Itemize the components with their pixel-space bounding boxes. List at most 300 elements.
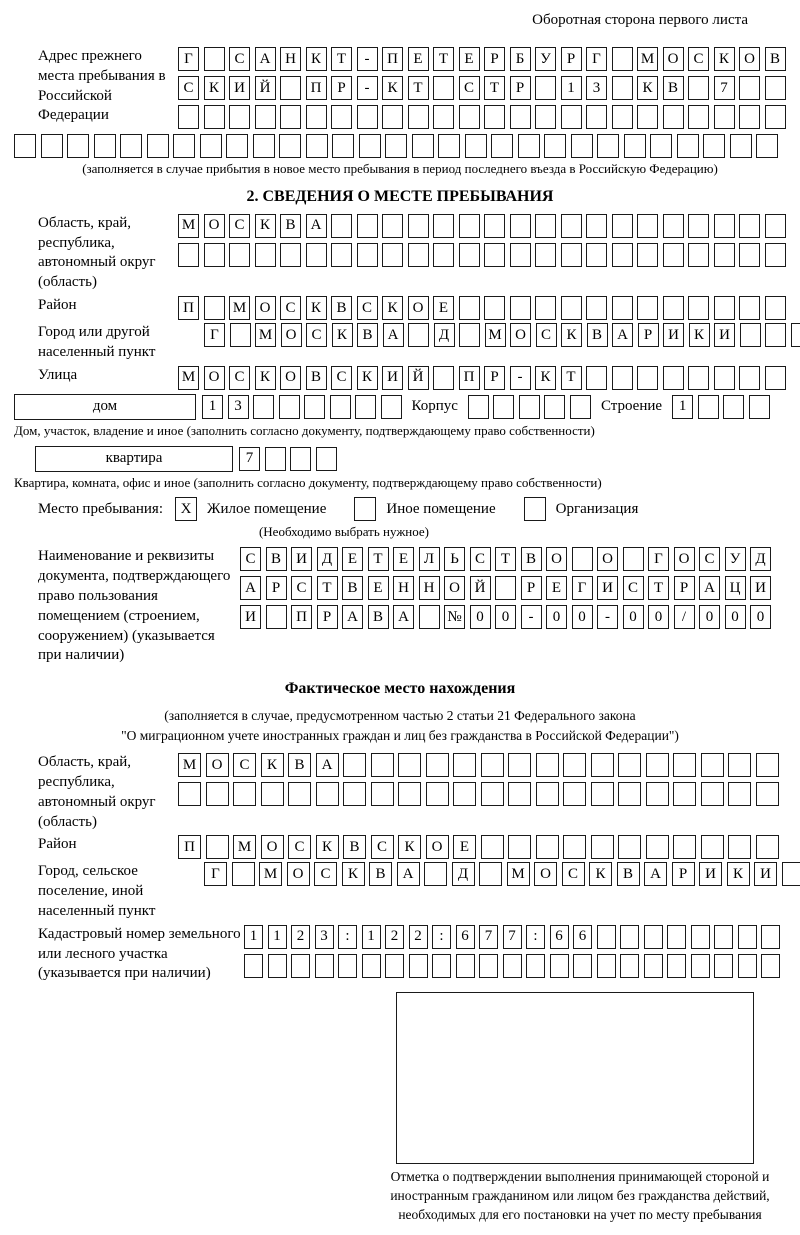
char-box[interactable] — [355, 395, 376, 419]
char-box[interactable]: И — [754, 862, 777, 886]
char-box[interactable]: В — [357, 323, 378, 347]
char-box[interactable]: 6 — [573, 925, 592, 949]
char-box[interactable] — [728, 835, 751, 859]
char-box[interactable]: В — [280, 214, 301, 238]
char-box[interactable]: 7 — [714, 76, 735, 100]
char-box[interactable] — [229, 105, 250, 129]
char-box[interactable] — [663, 105, 684, 129]
char-box[interactable] — [453, 782, 476, 806]
char-box[interactable]: И — [240, 605, 261, 629]
char-box[interactable]: 0 — [725, 605, 746, 629]
char-box[interactable]: М — [233, 835, 256, 859]
char-box[interactable]: 1 — [672, 395, 693, 419]
char-box[interactable] — [739, 296, 760, 320]
char-box[interactable] — [637, 214, 658, 238]
char-box[interactable] — [14, 134, 36, 158]
char-box[interactable]: Т — [433, 47, 454, 71]
char-box[interactable] — [398, 753, 421, 777]
char-box[interactable] — [479, 954, 498, 978]
char-box[interactable] — [765, 366, 786, 390]
char-box[interactable] — [765, 105, 786, 129]
char-box[interactable]: Ь — [444, 547, 465, 571]
char-box[interactable] — [510, 105, 531, 129]
char-box[interactable]: П — [306, 76, 327, 100]
char-box[interactable] — [453, 753, 476, 777]
char-box[interactable] — [371, 753, 394, 777]
char-box[interactable] — [465, 134, 487, 158]
char-box[interactable]: 6 — [456, 925, 475, 949]
char-box[interactable]: - — [357, 76, 378, 100]
char-box[interactable] — [206, 835, 229, 859]
char-box[interactable] — [644, 954, 663, 978]
char-box[interactable] — [728, 782, 751, 806]
char-box[interactable]: М — [255, 323, 276, 347]
char-box[interactable] — [535, 105, 556, 129]
char-box[interactable] — [714, 954, 733, 978]
char-box[interactable]: К — [255, 366, 276, 390]
char-box[interactable]: С — [288, 835, 311, 859]
char-box[interactable]: Р — [484, 366, 505, 390]
char-box[interactable]: К — [398, 835, 421, 859]
char-box[interactable] — [637, 243, 658, 267]
char-box[interactable] — [510, 214, 531, 238]
char-box[interactable] — [573, 954, 592, 978]
char-box[interactable] — [357, 214, 378, 238]
char-box[interactable]: Г — [648, 547, 669, 571]
char-box[interactable] — [701, 753, 724, 777]
char-box[interactable] — [673, 782, 696, 806]
char-box[interactable]: 1 — [561, 76, 582, 100]
char-box[interactable]: 0 — [648, 605, 669, 629]
char-box[interactable] — [433, 105, 454, 129]
char-box[interactable]: 7 — [503, 925, 522, 949]
char-box[interactable] — [723, 395, 744, 419]
char-box[interactable] — [544, 395, 565, 419]
char-box[interactable] — [265, 447, 286, 471]
char-box[interactable]: О — [674, 547, 695, 571]
char-box[interactable] — [255, 243, 276, 267]
char-box[interactable]: Е — [546, 576, 567, 600]
char-box[interactable]: 0 — [470, 605, 491, 629]
char-box[interactable] — [740, 323, 761, 347]
char-box[interactable] — [510, 296, 531, 320]
char-box[interactable] — [459, 323, 480, 347]
char-box[interactable] — [204, 47, 225, 71]
char-box[interactable] — [357, 105, 378, 129]
char-box[interactable] — [591, 835, 614, 859]
char-box[interactable] — [67, 134, 89, 158]
char-box[interactable]: К — [382, 296, 403, 320]
checkbox-zhiloe-pomeshchenie[interactable]: X — [175, 497, 197, 521]
char-box[interactable]: М — [178, 214, 199, 238]
char-box[interactable] — [508, 835, 531, 859]
char-box[interactable] — [663, 243, 684, 267]
char-box[interactable] — [544, 134, 566, 158]
char-box[interactable]: 3 — [228, 395, 249, 419]
char-box[interactable]: 0 — [699, 605, 720, 629]
char-box[interactable]: С — [229, 214, 250, 238]
char-box[interactable] — [306, 243, 327, 267]
char-box[interactable] — [563, 782, 586, 806]
char-box[interactable]: А — [255, 47, 276, 71]
char-box[interactable] — [571, 134, 593, 158]
char-box[interactable] — [331, 243, 352, 267]
char-box[interactable] — [280, 105, 301, 129]
char-box[interactable]: Н — [280, 47, 301, 71]
char-box[interactable] — [381, 395, 402, 419]
char-box[interactable]: А — [393, 605, 414, 629]
char-box[interactable] — [508, 782, 531, 806]
char-box[interactable]: И — [714, 323, 735, 347]
char-box[interactable]: К — [306, 296, 327, 320]
char-box[interactable] — [714, 105, 735, 129]
char-box[interactable] — [459, 296, 480, 320]
char-box[interactable]: Н — [393, 576, 414, 600]
char-box[interactable] — [535, 76, 556, 100]
char-box[interactable] — [703, 134, 725, 158]
char-box[interactable]: М — [178, 366, 199, 390]
char-box[interactable] — [612, 105, 633, 129]
char-box[interactable] — [749, 395, 770, 419]
char-box[interactable]: - — [521, 605, 542, 629]
checkbox-inoe-pomeshchenie[interactable] — [354, 497, 376, 521]
char-box[interactable] — [637, 366, 658, 390]
char-box[interactable]: / — [674, 605, 695, 629]
char-box[interactable]: П — [382, 47, 403, 71]
char-box[interactable] — [412, 134, 434, 158]
char-box[interactable]: С — [562, 862, 585, 886]
char-box[interactable]: Ц — [725, 576, 746, 600]
char-box[interactable]: Т — [495, 547, 516, 571]
char-box[interactable] — [761, 954, 780, 978]
char-box[interactable]: С — [229, 366, 250, 390]
char-box[interactable] — [650, 134, 672, 158]
char-box[interactable] — [646, 835, 669, 859]
char-box[interactable]: И — [229, 76, 250, 100]
char-box[interactable]: М — [259, 862, 282, 886]
char-box[interactable] — [230, 323, 251, 347]
char-box[interactable]: И — [663, 323, 684, 347]
char-box[interactable]: Р — [331, 76, 352, 100]
char-box[interactable]: Т — [408, 76, 429, 100]
char-box[interactable]: И — [597, 576, 618, 600]
char-box[interactable] — [424, 862, 447, 886]
char-box[interactable] — [714, 925, 733, 949]
char-box[interactable]: У — [535, 47, 556, 71]
char-box[interactable] — [738, 954, 757, 978]
char-box[interactable]: С — [688, 47, 709, 71]
char-box[interactable] — [204, 243, 225, 267]
char-box[interactable]: С — [291, 576, 312, 600]
char-box[interactable]: : — [338, 925, 357, 949]
char-box[interactable]: С — [314, 862, 337, 886]
char-box[interactable]: Е — [393, 547, 414, 571]
char-box[interactable] — [433, 243, 454, 267]
char-box[interactable] — [232, 862, 255, 886]
char-box[interactable]: Г — [204, 862, 227, 886]
char-box[interactable]: К — [561, 323, 582, 347]
char-box[interactable] — [691, 925, 710, 949]
char-box[interactable]: В — [331, 296, 352, 320]
char-box[interactable] — [330, 395, 351, 419]
char-box[interactable] — [280, 76, 301, 100]
char-box[interactable] — [459, 243, 480, 267]
char-box[interactable] — [331, 214, 352, 238]
char-box[interactable]: К — [535, 366, 556, 390]
char-box[interactable] — [479, 862, 502, 886]
char-box[interactable]: О — [510, 323, 531, 347]
char-box[interactable]: К — [255, 214, 276, 238]
char-box[interactable] — [173, 134, 195, 158]
char-box[interactable]: М — [229, 296, 250, 320]
char-box[interactable]: С — [371, 835, 394, 859]
char-box[interactable]: М — [178, 753, 201, 777]
char-box[interactable]: 0 — [750, 605, 771, 629]
char-box[interactable]: 1 — [244, 925, 263, 949]
char-box[interactable] — [612, 76, 633, 100]
char-box[interactable]: Р — [638, 323, 659, 347]
char-box[interactable] — [765, 296, 786, 320]
char-box[interactable] — [147, 134, 169, 158]
char-box[interactable] — [382, 243, 403, 267]
char-box[interactable]: С — [280, 296, 301, 320]
char-box[interactable] — [586, 214, 607, 238]
char-box[interactable] — [561, 296, 582, 320]
char-box[interactable] — [484, 296, 505, 320]
char-box[interactable]: В — [369, 862, 392, 886]
char-box[interactable]: Р — [561, 47, 582, 71]
char-box[interactable]: В — [521, 547, 542, 571]
char-box[interactable] — [618, 835, 641, 859]
char-box[interactable] — [612, 243, 633, 267]
char-box[interactable]: 3 — [315, 925, 334, 949]
char-box[interactable]: 2 — [409, 925, 428, 949]
char-box[interactable] — [518, 134, 540, 158]
char-box[interactable] — [226, 134, 248, 158]
char-box[interactable]: А — [644, 862, 667, 886]
char-box[interactable] — [343, 753, 366, 777]
char-box[interactable] — [484, 243, 505, 267]
char-box[interactable]: П — [178, 835, 201, 859]
char-box[interactable]: : — [526, 925, 545, 949]
char-box[interactable]: Л — [419, 547, 440, 571]
char-box[interactable]: Е — [342, 547, 363, 571]
char-box[interactable]: О — [739, 47, 760, 71]
char-box[interactable] — [438, 134, 460, 158]
char-box[interactable] — [612, 47, 633, 71]
char-box[interactable] — [570, 395, 591, 419]
char-box[interactable] — [178, 105, 199, 129]
char-box[interactable] — [597, 925, 616, 949]
char-box[interactable]: Г — [204, 323, 225, 347]
char-box[interactable] — [244, 954, 263, 978]
char-box[interactable] — [561, 214, 582, 238]
char-box[interactable]: В — [342, 576, 363, 600]
char-box[interactable] — [536, 753, 559, 777]
char-box[interactable]: - — [357, 47, 378, 71]
char-box[interactable] — [408, 105, 429, 129]
char-box[interactable]: С — [623, 576, 644, 600]
char-box[interactable]: С — [240, 547, 261, 571]
char-box[interactable] — [563, 753, 586, 777]
char-box[interactable] — [279, 395, 300, 419]
char-box[interactable]: О — [204, 214, 225, 238]
char-box[interactable]: С — [357, 296, 378, 320]
char-box[interactable] — [306, 105, 327, 129]
char-box[interactable]: О — [597, 547, 618, 571]
char-box[interactable]: О — [280, 366, 301, 390]
char-box[interactable] — [663, 296, 684, 320]
char-box[interactable] — [591, 753, 614, 777]
char-box[interactable]: К — [261, 753, 284, 777]
char-box[interactable] — [200, 134, 222, 158]
char-box[interactable] — [280, 243, 301, 267]
char-box[interactable] — [714, 366, 735, 390]
char-box[interactable]: О — [426, 835, 449, 859]
char-box[interactable] — [620, 925, 639, 949]
char-box[interactable] — [279, 134, 301, 158]
char-box[interactable] — [688, 214, 709, 238]
char-box[interactable] — [484, 105, 505, 129]
char-box[interactable] — [266, 605, 287, 629]
char-box[interactable]: О — [408, 296, 429, 320]
char-box[interactable] — [433, 366, 454, 390]
char-box[interactable]: С — [459, 76, 480, 100]
char-box[interactable] — [756, 134, 778, 158]
char-box[interactable]: Е — [453, 835, 476, 859]
char-box[interactable] — [765, 243, 786, 267]
char-box[interactable]: Д — [434, 323, 455, 347]
char-box[interactable] — [591, 782, 614, 806]
char-box[interactable] — [409, 954, 428, 978]
char-box[interactable]: Д — [750, 547, 771, 571]
char-box[interactable]: К — [689, 323, 710, 347]
char-box[interactable] — [178, 243, 199, 267]
char-box[interactable] — [730, 134, 752, 158]
char-box[interactable]: - — [510, 366, 531, 390]
char-box[interactable]: 3 — [586, 76, 607, 100]
char-box[interactable] — [612, 296, 633, 320]
char-box[interactable]: Б — [510, 47, 531, 71]
char-box[interactable]: О — [281, 323, 302, 347]
char-box[interactable]: А — [612, 323, 633, 347]
char-box[interactable]: : — [432, 925, 451, 949]
char-box[interactable] — [316, 782, 339, 806]
char-box[interactable] — [612, 366, 633, 390]
char-box[interactable]: Д — [317, 547, 338, 571]
char-box[interactable] — [618, 753, 641, 777]
char-box[interactable] — [765, 76, 786, 100]
char-box[interactable]: О — [546, 547, 567, 571]
char-box[interactable] — [178, 782, 201, 806]
char-box[interactable] — [673, 835, 696, 859]
char-box[interactable] — [688, 296, 709, 320]
char-box[interactable] — [644, 925, 663, 949]
char-box[interactable] — [691, 954, 710, 978]
char-box[interactable] — [597, 954, 616, 978]
char-box[interactable] — [597, 134, 619, 158]
char-box[interactable] — [536, 782, 559, 806]
char-box[interactable] — [688, 105, 709, 129]
char-box[interactable]: О — [206, 753, 229, 777]
char-box[interactable]: Н — [419, 576, 440, 600]
char-box[interactable]: Р — [510, 76, 531, 100]
char-box[interactable]: П — [178, 296, 199, 320]
char-box[interactable]: И — [699, 862, 722, 886]
char-box[interactable] — [536, 835, 559, 859]
char-box[interactable]: А — [240, 576, 261, 600]
char-box[interactable]: Д — [452, 862, 475, 886]
char-box[interactable] — [419, 605, 440, 629]
char-box[interactable]: Р — [317, 605, 338, 629]
char-box[interactable] — [756, 753, 779, 777]
char-box[interactable] — [338, 954, 357, 978]
char-box[interactable] — [728, 753, 751, 777]
char-box[interactable]: А — [699, 576, 720, 600]
char-box[interactable]: И — [382, 366, 403, 390]
char-box[interactable] — [315, 954, 334, 978]
char-box[interactable] — [459, 105, 480, 129]
char-box[interactable]: О — [204, 366, 225, 390]
char-box[interactable] — [306, 134, 328, 158]
char-box[interactable]: О — [444, 576, 465, 600]
char-box[interactable] — [398, 782, 421, 806]
char-box[interactable] — [535, 296, 556, 320]
char-box[interactable]: Е — [368, 576, 389, 600]
checkbox-organizatsiya[interactable] — [524, 497, 546, 521]
char-box[interactable]: П — [291, 605, 312, 629]
char-box[interactable] — [261, 782, 284, 806]
char-box[interactable] — [698, 395, 719, 419]
char-box[interactable]: К — [714, 47, 735, 71]
char-box[interactable]: О — [261, 835, 284, 859]
char-box[interactable] — [253, 395, 274, 419]
char-box[interactable] — [714, 243, 735, 267]
char-box[interactable] — [519, 395, 540, 419]
char-box[interactable] — [756, 782, 779, 806]
char-box[interactable] — [408, 323, 429, 347]
char-box[interactable] — [561, 105, 582, 129]
char-box[interactable]: В — [343, 835, 366, 859]
char-box[interactable]: Р — [672, 862, 695, 886]
char-box[interactable] — [667, 925, 686, 949]
char-box[interactable] — [563, 835, 586, 859]
char-box[interactable] — [756, 835, 779, 859]
char-box[interactable]: Р — [521, 576, 542, 600]
char-box[interactable] — [408, 214, 429, 238]
char-box[interactable]: 2 — [385, 925, 404, 949]
char-box[interactable] — [120, 134, 142, 158]
char-box[interactable]: И — [291, 547, 312, 571]
char-box[interactable] — [688, 243, 709, 267]
char-box[interactable]: Т — [317, 576, 338, 600]
char-box[interactable] — [493, 395, 514, 419]
char-box[interactable]: К — [306, 47, 327, 71]
char-box[interactable]: № — [444, 605, 465, 629]
char-box[interactable] — [677, 134, 699, 158]
char-box[interactable]: К — [316, 835, 339, 859]
char-box[interactable] — [253, 134, 275, 158]
char-box[interactable]: С — [178, 76, 199, 100]
char-box[interactable]: Т — [331, 47, 352, 71]
char-box[interactable]: 7 — [479, 925, 498, 949]
char-box[interactable]: Е — [433, 296, 454, 320]
char-box[interactable]: - — [597, 605, 618, 629]
char-box[interactable]: Т — [561, 366, 582, 390]
char-box[interactable]: А — [342, 605, 363, 629]
char-box[interactable] — [782, 862, 800, 886]
char-box[interactable]: О — [534, 862, 557, 886]
